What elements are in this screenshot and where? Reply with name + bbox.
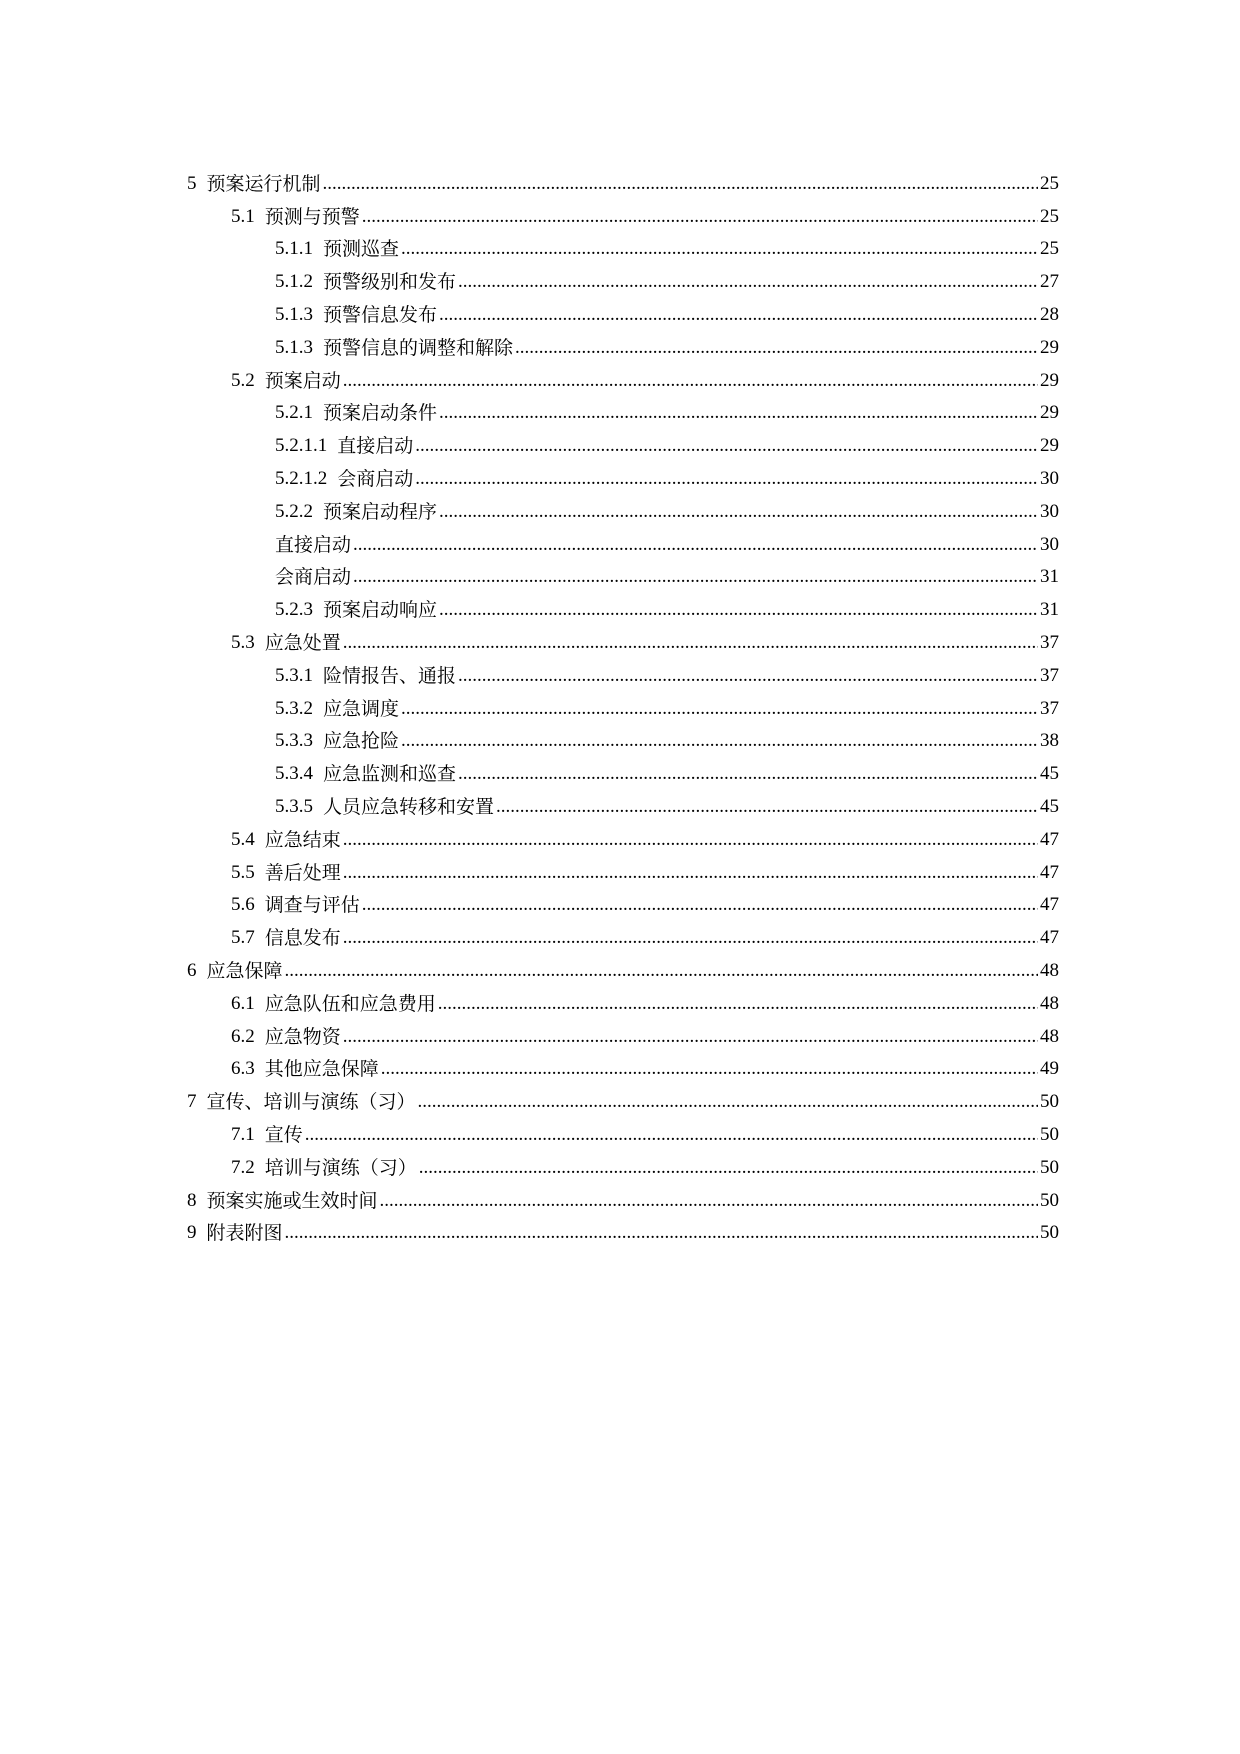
- toc-entry-number: 5.1.1: [275, 238, 313, 260]
- toc-entry-number: 6.2: [231, 1025, 255, 1047]
- toc-entry-title: 应急调度: [323, 697, 400, 720]
- dot-leader: [353, 565, 1038, 589]
- toc-entry-number: 5.2.1: [275, 402, 313, 424]
- toc-entry[interactable]: [187, 786, 1059, 819]
- dot-leader: [496, 795, 1038, 819]
- toc-entry[interactable]: [187, 753, 1059, 786]
- toc-entry-title: 预案运行机制: [206, 172, 321, 195]
- toc-entry-page-number: 37: [1040, 697, 1059, 719]
- toc-entry-number: 7.2: [231, 1156, 255, 1178]
- toc-entry-page-number: 31: [1040, 599, 1059, 621]
- dot-leader: [381, 1057, 1038, 1081]
- toc-entry-page-number: 48: [1040, 959, 1059, 981]
- toc-entry[interactable]: [187, 393, 1059, 426]
- toc-entry-page-number: 27: [1040, 271, 1059, 293]
- toc-entry[interactable]: [187, 458, 1059, 491]
- toc-entry-page-number: 47: [1040, 861, 1059, 883]
- toc-entry[interactable]: [187, 688, 1059, 721]
- toc-entry-number: 5.3.1: [275, 664, 313, 686]
- toc-entry-title: 预案启动: [264, 369, 341, 392]
- toc-entry-page-number: 47: [1040, 828, 1059, 850]
- toc-entry-number: 5.5: [231, 861, 255, 883]
- toc-entry-title: 直接启动: [275, 533, 352, 556]
- toc-entry[interactable]: [187, 1081, 1059, 1114]
- toc-entry-number: 5.1: [231, 205, 255, 227]
- toc-entry-number: 7.1: [231, 1123, 255, 1145]
- toc-entry[interactable]: [187, 163, 1059, 196]
- toc-entry-number: 5.3.4: [275, 763, 313, 785]
- toc-entry-title: 预测巡查: [323, 238, 400, 261]
- toc-entry-number: 5.3.5: [275, 795, 313, 817]
- toc-entry-number: 5.2.1.1: [275, 435, 328, 457]
- toc-entry[interactable]: [187, 721, 1059, 754]
- toc-entry[interactable]: [187, 491, 1059, 524]
- toc-entry-page-number: 31: [1040, 566, 1059, 588]
- toc-entry-number: 7: [187, 1091, 197, 1113]
- toc-entry-title: 其他应急保障: [264, 1058, 379, 1081]
- dot-leader: [362, 893, 1038, 917]
- dot-leader: [343, 828, 1038, 852]
- toc-entry-title: 预警信息发布: [323, 303, 438, 326]
- toc-entry-page-number: 29: [1040, 369, 1059, 391]
- dot-leader: [401, 237, 1038, 261]
- toc-entry-page-number: 30: [1040, 533, 1059, 555]
- toc-entry-title: 应急结束: [264, 828, 341, 851]
- dot-leader: [305, 1123, 1038, 1147]
- dot-leader: [439, 500, 1038, 524]
- toc-entry-title: 预警信息的调整和解除: [323, 336, 514, 359]
- toc-entry-page-number: 29: [1040, 336, 1059, 358]
- toc-entry-number: 6.3: [231, 1058, 255, 1080]
- toc-entry-page-number: 50: [1040, 1091, 1059, 1113]
- toc-entry-page-number: 25: [1040, 238, 1059, 260]
- dot-leader: [439, 598, 1038, 622]
- toc-entry-number: 9: [187, 1222, 197, 1244]
- toc-entry[interactable]: [187, 1114, 1059, 1147]
- toc-entry-page-number: 38: [1040, 730, 1059, 752]
- dot-leader: [362, 205, 1038, 229]
- toc-entry-title: 信息发布: [264, 927, 341, 950]
- toc-entry[interactable]: [187, 229, 1059, 262]
- toc-entry[interactable]: [187, 917, 1059, 950]
- toc-entry-page-number: 49: [1040, 1058, 1059, 1080]
- toc-entry-page-number: 28: [1040, 303, 1059, 325]
- toc-entry-page-number: 30: [1040, 500, 1059, 522]
- toc-entry-number: 5.2.2: [275, 500, 313, 522]
- dot-leader: [439, 401, 1038, 425]
- toc-entry-title: 预案启动程序: [323, 500, 438, 523]
- toc-entry-title: 应急抢险: [323, 730, 400, 753]
- dot-leader: [415, 467, 1038, 491]
- toc-entry-title: 会商启动: [337, 467, 414, 490]
- toc-entry-title: 预警级别和发布: [323, 271, 457, 294]
- dot-leader: [458, 664, 1038, 688]
- toc-entry-title: 会商启动: [275, 566, 352, 589]
- toc-entry-page-number: 25: [1040, 172, 1059, 194]
- toc-entry[interactable]: [187, 622, 1059, 655]
- toc-entry-title: 调查与评估: [264, 894, 360, 917]
- toc-entry[interactable]: [187, 589, 1059, 622]
- toc-entry[interactable]: [187, 1049, 1059, 1082]
- toc-entry-number: 5.7: [231, 927, 255, 949]
- toc-entry-page-number: 25: [1040, 205, 1059, 227]
- toc-entry-title: 宣传: [264, 1123, 303, 1146]
- toc-entry-title: 直接启动: [337, 435, 414, 458]
- toc-entry-number: 5.6: [231, 894, 255, 916]
- dot-leader: [401, 697, 1038, 721]
- toc-entry[interactable]: [187, 819, 1059, 852]
- toc-entry-number: 5.2.3: [275, 599, 313, 621]
- toc-entry[interactable]: [187, 1213, 1059, 1246]
- toc-entry[interactable]: [187, 852, 1059, 885]
- toc-entry[interactable]: [187, 950, 1059, 983]
- dot-leader: [419, 1156, 1038, 1180]
- toc-entry[interactable]: [187, 196, 1059, 229]
- toc-entry-page-number: 50: [1040, 1222, 1059, 1244]
- toc-entry[interactable]: [187, 425, 1059, 458]
- toc-entry-title: 预案启动响应: [323, 599, 438, 622]
- toc-entry-number: 5.4: [231, 828, 255, 850]
- toc-entry-title: 宣传、培训与演练（习）: [206, 1091, 416, 1114]
- dot-leader: [343, 1025, 1038, 1049]
- toc-entry-number: 5.3.3: [275, 730, 313, 752]
- toc-entry-number: 6.1: [231, 992, 255, 1014]
- toc-entry-page-number: 47: [1040, 927, 1059, 949]
- toc-entry-title: 险情报告、通报: [323, 664, 457, 687]
- toc-entry-page-number: 45: [1040, 795, 1059, 817]
- toc-entry-page-number: 29: [1040, 435, 1059, 457]
- toc-entry-title: 预测与预警: [264, 205, 360, 228]
- toc-entry-page-number: 45: [1040, 763, 1059, 785]
- toc-entry-title: 应急处置: [264, 631, 341, 654]
- toc-entry[interactable]: [187, 261, 1059, 294]
- toc-entry-number: 5.1.2: [275, 271, 313, 293]
- toc-entry[interactable]: [187, 983, 1059, 1016]
- toc-entry[interactable]: [187, 1147, 1059, 1180]
- toc-entry[interactable]: [187, 360, 1059, 393]
- toc-entry-title: 人员应急转移和安置: [323, 795, 495, 818]
- toc-entry-page-number: 48: [1040, 1025, 1059, 1047]
- dot-leader: [343, 631, 1038, 655]
- dot-leader: [401, 729, 1038, 753]
- toc-entry-title: 预案启动条件: [323, 402, 438, 425]
- toc-entry-page-number: 50: [1040, 1156, 1059, 1178]
- toc-entry-title: 应急监测和巡查: [323, 763, 457, 786]
- toc-entry-number: 6: [187, 959, 197, 981]
- toc-entry-page-number: 37: [1040, 664, 1059, 686]
- dot-leader: [343, 926, 1038, 950]
- toc-entry-number: 5.1.3: [275, 303, 313, 325]
- dot-leader: [380, 1189, 1038, 1213]
- toc-entry-title: 善后处理: [264, 861, 341, 884]
- toc-entry-number: 5.1.3: [275, 336, 313, 358]
- toc-entry-number: 5.2: [231, 369, 255, 391]
- dot-leader: [439, 303, 1038, 327]
- toc-entry-number: 5: [187, 172, 197, 194]
- toc-entry[interactable]: [187, 294, 1059, 327]
- toc-entry[interactable]: [187, 885, 1059, 918]
- dot-leader: [285, 1221, 1038, 1245]
- toc-entry-title: 应急物资: [264, 1025, 341, 1048]
- dot-leader: [353, 533, 1038, 557]
- toc-entry-title: 培训与演练（习）: [264, 1156, 417, 1179]
- toc-entry[interactable]: [187, 524, 1059, 557]
- toc-entry-page-number: 50: [1040, 1189, 1059, 1211]
- toc-entry[interactable]: [187, 1180, 1059, 1213]
- toc-entry-title: 应急队伍和应急费用: [264, 992, 436, 1015]
- toc-entry-page-number: 48: [1040, 992, 1059, 1014]
- toc-entry-page-number: 47: [1040, 894, 1059, 916]
- dot-leader: [285, 959, 1038, 983]
- dot-leader: [438, 992, 1038, 1016]
- toc-entry-page-number: 29: [1040, 402, 1059, 424]
- dot-leader: [458, 270, 1038, 294]
- toc-entry-number: 5.3.2: [275, 697, 313, 719]
- dot-leader: [343, 861, 1038, 885]
- toc-entry-number: 5.2.1.2: [275, 467, 328, 489]
- toc-entry-page-number: 30: [1040, 467, 1059, 489]
- toc-entry-number: 8: [187, 1189, 197, 1211]
- toc-entry[interactable]: [187, 327, 1059, 360]
- dot-leader: [418, 1090, 1038, 1114]
- toc-entry[interactable]: [187, 557, 1059, 590]
- toc-entry-page-number: 50: [1040, 1123, 1059, 1145]
- toc-entry[interactable]: [187, 1016, 1059, 1049]
- dot-leader: [458, 762, 1038, 786]
- toc-entry-title: 应急保障: [206, 959, 283, 982]
- dot-leader: [415, 434, 1038, 458]
- table-of-contents: [187, 163, 1059, 1245]
- toc-entry[interactable]: [187, 655, 1059, 688]
- toc-entry-page-number: 37: [1040, 631, 1059, 653]
- dot-leader: [343, 369, 1038, 393]
- dot-leader: [323, 172, 1038, 196]
- toc-entry-title: 附表附图: [206, 1222, 283, 1245]
- toc-entry-title: 预案实施或生效时间: [206, 1189, 378, 1212]
- toc-entry-number: 5.3: [231, 631, 255, 653]
- dot-leader: [515, 336, 1038, 360]
